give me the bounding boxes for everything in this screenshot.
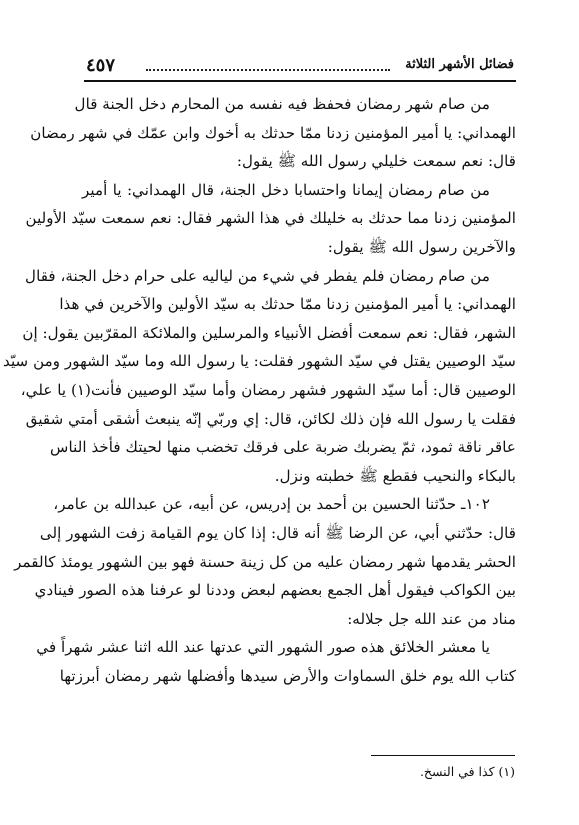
footnote: (١) كذا في النسخ. <box>419 764 515 779</box>
text-line: كتاب الله يوم خلق السماوات والأرض سيدها وأفضلها شهر رمضان أبرزتها <box>59 666 516 685</box>
text-line: والآخرين رسول الله ﷺ يقول: <box>327 237 516 256</box>
header-rule <box>84 80 516 82</box>
text-line: من صام شهر رمضان فحفظ فيه نفسه من المحارم دخل الجنة قال <box>74 95 490 113</box>
text-line: سيّد الوصيين يقتل في سيّد الشهور فقلت: يا رسول الله وما سيّد الشهور ومن سيّد <box>2 352 516 371</box>
text-line: بين الكواكب فيقول أهل الجمع بعضهم لبعض وددنا لو عرفنا هذه الصور فينادي <box>34 581 516 600</box>
text-line: من صام رمضان إيمانا واحتسابا دخل الجنة، قال الهمداني: يا أمير <box>82 180 490 199</box>
text-line: قال: نعم سمعت خليلي رسول الله ﷺ يقول: <box>236 152 516 171</box>
text-line: من صام رمضان فلم يفطر في شيء من لياليه على حرام دخل الجنة، فقال <box>25 266 490 285</box>
text-line: يا معشر الخلائق هذه صور الشهور التي عدتها عند الله اثنا عشر شهراً في <box>36 638 490 657</box>
header-dot-leader <box>146 69 390 71</box>
text-line: عاقر ناقة ثمود، ثمّ يضربك ضربة على فرقك تخضب منها لحيتك فأخذ الناس <box>50 438 516 457</box>
text-line: مناد من عند الله جل جلاله: <box>347 609 516 628</box>
text-line: قال: حدّثني أبي، عن الرضا ﷺ أنه قال: إذا كان يوم القيامة زفت الشهور إلى <box>39 523 516 542</box>
page-header <box>86 57 514 79</box>
footnote-rule <box>371 755 515 756</box>
page-number: ٤٥٧ <box>86 55 116 76</box>
text-line: ١٠٢ـ حدّثنا الحسين بن أحمد بن إدريس، عن أبيه، عن عبدالله بن عامر، <box>53 495 490 514</box>
running-title: فضائل الأشهر الثلاثة <box>405 57 514 72</box>
text-line: الهمداني: يا أمير المؤمنين زدنا ممّا حدثك به أخوك وابن عمّك في شهر رمضان <box>30 123 516 142</box>
body-text <box>2 90 516 690</box>
text-line: الوصيين قال: أما سيّد الشهور فشهر رمضان وأما سيّد الوصيين فأنت(١) يا علي، <box>20 380 516 399</box>
text-line: بالبكاء والنحيب فقطع ﷺ خطبته ونزل. <box>274 466 516 485</box>
text-line: الهمداني: يا أمير المؤمنين زدنا ممّا حدثك به سيّد الأولين والآخرين في هذا <box>59 295 516 314</box>
text-line: الشهر، فقال: نعم سمعت أفضل الأنبياء والمرسلين والملائكة المقرّبين يقول: إن <box>22 323 516 342</box>
text-line: الحشر يقدمها شهر رمضان عليه من كل زينة حسنة فهو بين الشهور يومئذ كالقمر <box>14 552 516 571</box>
text-line: المؤمنين زدنا مما حدثك به خليلك في هذا الشهر فقال: نعم سمعت سيّد الأولين <box>25 209 516 228</box>
text-line: فقلت يا رسول الله فإن ذلك لكائن، قال: إي وربّي إنّه ينبعث أشقى أمتي شقيق <box>25 409 516 428</box>
